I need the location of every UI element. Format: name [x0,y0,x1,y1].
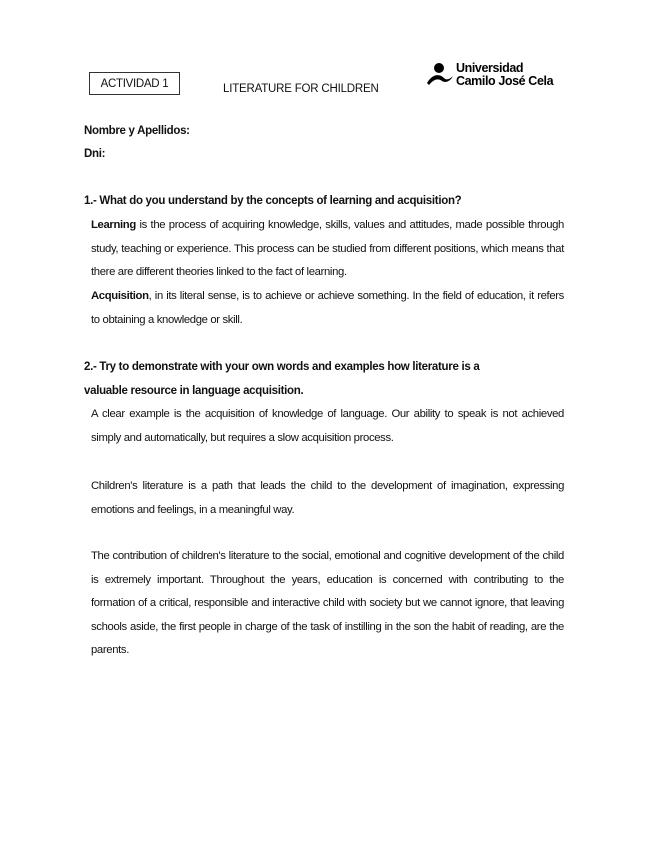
question-2-line-1: 2.- Try to demonstrate with your own words and examples how literature is a [84,361,480,373]
answer-2-paragraph-2: Children's literature is a path that leads the child to the development of imagination, expressing emotions and feelings, in a meaningful way. [91,480,564,516]
answer-1-learning [91,214,564,285]
activity-label: ACTIVIDAD 1 [100,77,169,90]
answer-1-acquisition [91,285,564,332]
university-person-icon [426,62,454,88]
learning-term: Learning [91,219,136,231]
acquisition-definition: , in its literal sense, is to achieve or achieve something. In the field of education, it refers to obtaining a knowledge or skill. [91,290,564,326]
university-logo [426,62,556,92]
logo-line-1: Universidad [456,61,524,75]
question-2-line-2: valuable resource in language acquisition. [84,385,304,397]
course-title: LITERATURE FOR CHILDREN [223,83,379,95]
dni-field-label: Dni: [84,148,106,160]
logo-text [456,62,553,88]
logo-line-2: Camilo José Cela [456,74,554,88]
answer-2-paragraph-3: The contribution of children's literature to the social, emotional and cognitive development of the child is extremely important. Throughout the years, education is concerned with contributing to the formation of a critical, responsible and interactive child with society but we cannot ignore, that leaving schools aside, the first people in charge of the task of instilling in the son the habit of reading, are the parents. [91,550,564,656]
name-field-label: Nombre y Apellidos: [84,125,190,137]
answer-2-paragraph-1: A clear example is the acquisition of knowledge of language. Our ability to speak is not achieved simply and automatically, but requires a slow acquisition process. [91,408,564,444]
acquisition-term: Acquisition [91,290,149,302]
question-1: 1.- What do you understand by the concepts of learning and acquisition? [84,195,462,207]
learning-definition: is the process of acquiring knowledge, skills, values and attitudes, made possible through study, teaching or experience. This process can be studied from different positions, which means that there are different theories linked to the fact of learning. [91,219,564,278]
activity-label-box [89,72,180,95]
